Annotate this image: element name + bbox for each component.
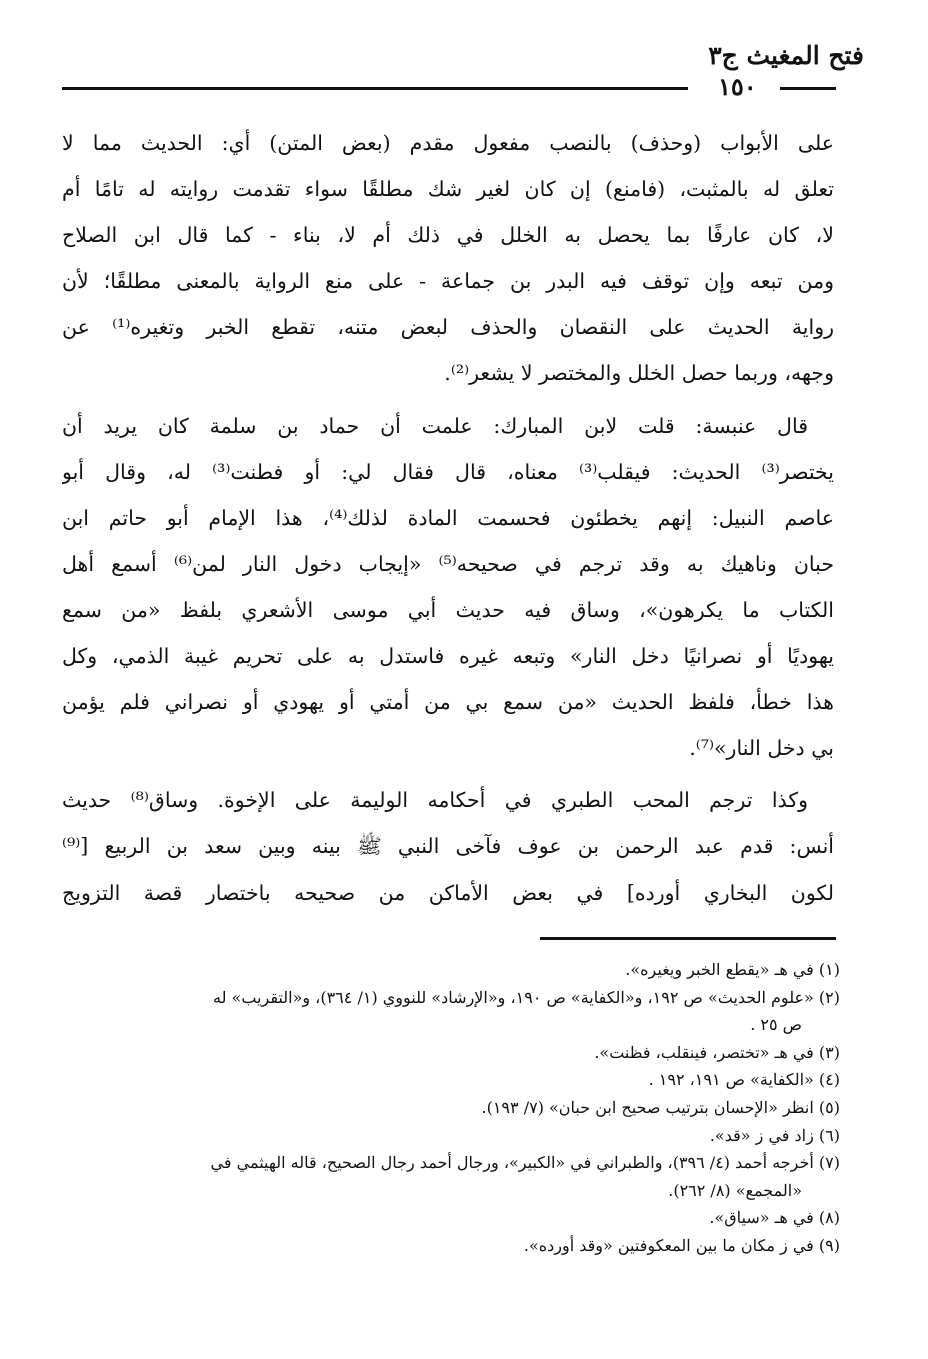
footnote-line: (٢) «علوم الحديث» ص ١٩٢، و«الكفاية» ص ١٩٠، و«الإرشاد» للنووي (١/ ٣٦٤)، و«التقريب» له [213,987,840,1007]
header-rule-short [780,87,836,90]
header-rule [62,87,688,90]
text-line: قال عنبسة: قلت لابن المبارك: علمت أن حماد بن سلمة كان يريد أن [62,413,808,438]
text-line: بي دخل النار»⁽⁷⁾. [689,736,834,761]
footnote-line: (٥) انظر «الإحسان بترتيب صحيح ابن حبان» (٧/ ١٩٣). [481,1097,840,1117]
text-line: على الأبواب (وحذف) بالنصب مفعول مقدم (بعض المتن) أي: الحديث مما لا [62,131,834,155]
main-text [62,120,834,916]
footnote-line: (١) في هـ «يقطع الخبر ويغيره». [625,960,840,979]
footnote-line: (٦) زاد في ز «قد». [709,1125,840,1145]
footnote-line: (٣) في هـ «تختصر، فينقلب، فظنت». [594,1042,840,1062]
text-line: هذا خطأ، فلفظ الحديث «من سمع بي من أمتي أو يهودي أو نصراني فلم يؤمن [62,690,834,715]
text-line: يهوديًا أو نصرانيًا دخل النار» وتبعه غيره فاستدل به على تحريم غيبة الذمي، وكل [62,644,834,669]
text-line: تعلق له بالمثبت، (فامنع) إن كان لغير شك مطلقًا سواء تقدمت روايته له تامًا أم [62,177,834,202]
page-number: ١٥٠ [718,72,757,101]
footnote-line: (٤) «الكفاية» ص ١٩١، ١٩٢ . [648,1070,840,1090]
footnote-line: ص ٢٥ . [750,1015,802,1035]
footnote-rule [540,937,836,940]
text-line: أنس: قدم عبد الرحمن بن عوف فآخى النبي ﷺ بينه وبين سعد بن الربيع [⁽⁹⁾ [62,834,834,859]
footnotes [62,956,840,1260]
text-line: لكون البخاري أورده] في بعض الأماكن من صحيحه باختصار قصة التزويج [62,880,834,905]
text-line: يختصر⁽³⁾ الحديث: فيقلب⁽³⁾ معناه، قال فقال لي: أو فطنت⁽³⁾ له، وقال أبو [62,459,834,484]
text-line: الكتاب ما يكرهون»، وساق فيه حديث أبي موسى الأشعري بلفظ «من سمع [62,597,834,622]
text-line: وجهه، وربما حصل الخلل والمختصر لا يشعر⁽²⁾. [444,361,834,386]
footnote-line: (٨) في هـ «سياق». [709,1208,840,1228]
text-line: ومن تبعه وإن توقف فيه البدر بن جماعة - على منع الرواية بالمعنى مطلقًا؛ لأن [62,269,834,294]
running-title: فتح المغيث ج٣ [708,41,864,70]
footnote-line: (٧) أخرجه أحمد (٤/ ٣٩٦)، والطبراني في «الكبير»، ورجال أحمد رجال الصحيح، قاله الهيثمي في [210,1153,840,1173]
footnote-line: (٩) في ز مكان ما بين المعكوفتين «وقد أورده». [523,1235,840,1255]
text-line: لا، كان عارفًا بما يحصل به الخلل في ذلك أم لا، بناء - كما قال ابن الصلاح [62,223,834,248]
text-line: رواية الحديث على النقصان والحذف لبعض متنه، تقطع الخبر وتغيره⁽¹⁾ عن [62,315,834,340]
footnote-line: «المجمع» (٨/ ٢٦٢). [668,1180,802,1200]
text-line: وكذا ترجم المحب الطبري في أحكامه الوليمة على الإخوة. وساق⁽⁸⁾ حديث [62,788,808,813]
text-line: حبان وناهيك به وقد ترجم في صحيحه⁽⁵⁾ «إيجاب دخول النار لمن⁽⁶⁾ أسمع أهل [62,551,834,576]
text-line: عاصم النبيل: إنهم يخطئون فحسمت المادة لذلك⁽⁴⁾، هذا الإمام أبو حاتم ابن [62,505,834,530]
